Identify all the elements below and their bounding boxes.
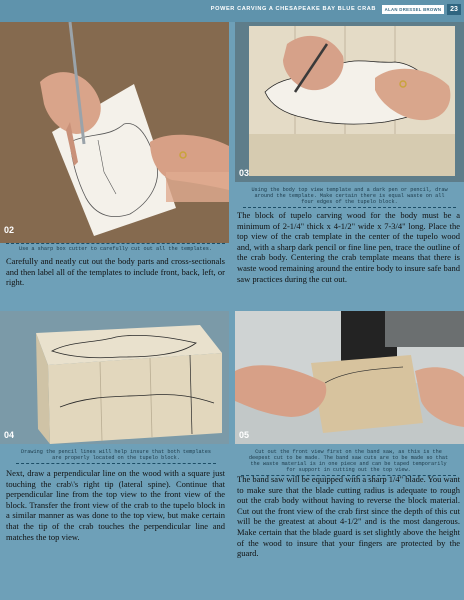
step-number: 04	[4, 430, 15, 440]
body-text-step-04: Next, draw a perpendicular line on the wood with a square just touching the crab\'s right tip (lateral spine). Continue that perpendicular line from the top view to the front view of the block. Transfer the front view of the crab to the tupelo block in a similar manner as was done to the top view, but make certain that the tip of the crab touches the perpendicular line and matches the top view.	[6, 468, 225, 542]
body-text-step-03: The block of tupelo carving wood for the body must be a minimum of 2-1/4" thick x 4-1/2" wide x 7-3/4" long. Place the top view of the crab template in the center of the tupelo wood and, with a sharp dark pencil or fine line pen, trace the outline of the crab body. Centering the crab template means that there is waste wood remaining around the entire body to insure safe band saw practices during the cut out.	[237, 210, 460, 284]
step-number: 02	[4, 225, 15, 235]
page-header	[0, 0, 464, 22]
body-text-step-02: Carefully and neatly cut out the body parts and cross-sectionals and then label all of the templates to include front, back, left, or right.	[6, 256, 225, 288]
body-text-step-05: The band saw will be equipped with a sharp 1/4" blade. You want to make sure that the blade cutting radius is adequate to rough out the crab body without having to reverse the block material. Cut out the front view of the crab first since the depth of this cut will be the greatest at about 4-1/2" and is the most dangerous. Make certain that the blade guard is set slightly above the height of the wood to insure that your fingers are protected by the guard.	[237, 474, 461, 559]
step-number: 03	[239, 168, 250, 178]
photo-step-04	[0, 311, 229, 444]
author-badge: ALAN DRESSEL BROWN	[382, 5, 444, 14]
caption-step-05: Cut out the front view first on the band saw, as this is the deepest cut to be made. The band saw cuts are to be made so that the waste material is in one piece and can be taped temporarily for support in cutting out the top view.	[241, 447, 456, 476]
caption-step-03: Using the body top view template and a dark pen or pencil, draw around the template. Make certain there is equal waste on all four edges of the tupelo block.	[243, 185, 456, 208]
page-number: 23	[447, 4, 461, 15]
photo-step-03	[235, 22, 464, 182]
photo-step-02	[0, 22, 229, 243]
caption-step-02: Use a sharp box cutter to carefully cut out all the templates.	[6, 243, 225, 254]
running-title: POWER CARVING A CHESAPEAKE BAY BLUE CRAB	[210, 6, 376, 12]
caption-step-04: Drawing the pencil lines will help insure that both templates are properly located on the tupelo block.	[16, 447, 216, 464]
step-number: 05	[239, 430, 250, 440]
photo-step-05	[235, 311, 464, 444]
